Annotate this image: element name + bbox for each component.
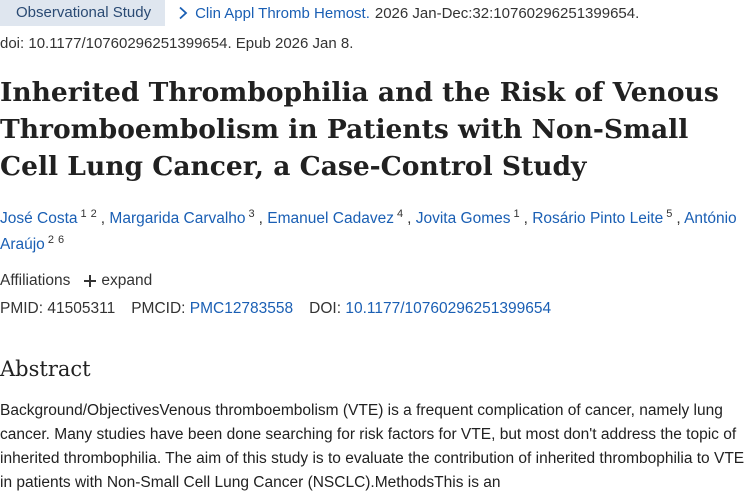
plus-icon[interactable]	[84, 275, 96, 287]
author-link[interactable]: Rosário Pinto Leite	[532, 210, 664, 227]
affiliations-row	[0, 272, 152, 290]
author-list: José Costa $^{1 2}$ , Margarida Carvalho $^3$ , Emanuel Cadavez $^4$ , Jovita Gomes $^1$ , Rosário Pinto Leite $^5$ , António Araújo $^{2 6}$	[0, 208, 737, 253]
affiliation-refs[interactable]: 4	[396, 208, 404, 220]
affiliations-label: Affiliations	[0, 272, 71, 289]
citation-details: 2026 Jan-Dec:32:10760296251399654.	[374, 4, 640, 22]
doi-link[interactable]: 10.1177/10760296251399654	[345, 300, 552, 317]
pmid: PMID: 41505311	[0, 300, 116, 317]
citation	[177, 5, 639, 22]
affiliation-refs[interactable]: 2 6	[47, 234, 65, 246]
doi-epub-line: doi: 10.1177/10760296251399654. Epub 2026 Jan 8.	[0, 35, 354, 52]
author-link[interactable]: Jovita Gomes	[415, 210, 511, 227]
chevron-right-icon	[177, 6, 189, 20]
doi: DOI: 10.1177/10760296251399654	[309, 300, 552, 317]
affiliation-refs[interactable]: 1 2	[80, 208, 97, 220]
article-identifiers	[0, 300, 567, 318]
affiliation-refs[interactable]: 3	[248, 208, 255, 220]
author-link[interactable]: José Costa	[0, 210, 78, 227]
publication-type-badge[interactable]: Observational Study	[0, 0, 165, 26]
affiliation-refs[interactable]: 5	[666, 208, 673, 220]
citation-bar	[0, 0, 639, 26]
abstract-heading: Abstract	[0, 357, 91, 381]
affiliations-expand-button[interactable]: expand	[101, 272, 153, 289]
author-link[interactable]: Emanuel Cadavez	[267, 210, 394, 227]
author-link[interactable]: António Araújo	[0, 210, 737, 253]
article-title: Inherited Thrombophilia and the Risk of Venous Thromboembolism in Patients with Non-Small Cell Lung Cancer, a Case-Control Study	[0, 77, 719, 182]
affiliation-refs[interactable]: 1	[513, 208, 520, 220]
pmcid: PMCID: PMC12783558	[131, 300, 294, 317]
author-link[interactable]: Margarida Carvalho	[109, 210, 246, 227]
journal-link[interactable]: Clin Appl Thromb Hemost.	[195, 4, 370, 22]
pmcid-link[interactable]: PMC12783558	[189, 300, 294, 317]
abstract-text: Background/ObjectivesVenous thromboembolism (VTE) is a frequent complication of cancer, namely lung cancer. Many studies have been done searching for risk factors for VTE, but most don't address the topic of inherited thrombophilia. The aim of this study is to evaluate the contribution of inherited thrombophilia to VTE in patients with Non-Small Cell Lung Cancer (NSCLC).MethodsThis is an	[0, 402, 745, 491]
